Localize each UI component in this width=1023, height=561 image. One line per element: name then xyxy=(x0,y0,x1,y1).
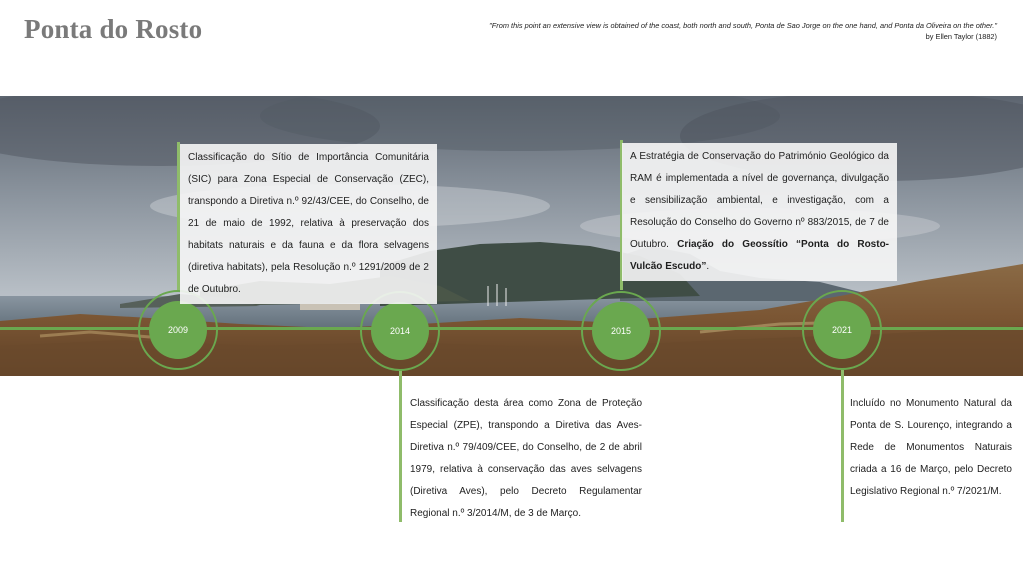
year-label: 2015 xyxy=(610,326,632,336)
year-label: 2021 xyxy=(831,325,853,335)
marker-dot xyxy=(371,302,429,360)
year-label: 2014 xyxy=(389,326,411,336)
event-text: Classificação do Sítio de Importância Comunitária (SIC) para Zona Especial de Conservação (ZEC), transpondo a Diretiva n.º 92/43/CEE, do Conselho, de 21 de maio de 1992, relativa à preservação dos habitats naturais e da fauna e da flora selvagens (diretiva habitats), pela Resolução n.º 1291/2009 de 2 de Outubro. xyxy=(188,152,429,295)
quote-text: "From this point an extensive view is obtained of the coast, both north and south, Ponta de Sao Jorge on the one hand, and Ponta da Oliveira on the other." xyxy=(489,21,997,30)
event-card-2015 xyxy=(622,143,897,281)
event-text: Classificação desta área como Zona de Proteção Especial (ZPE), transpondo a Diretiva das Aves- Diretiva n.º 79/409/CEE, do Conselho, de 2 de abril 1979, relativa à conservação das aves selvagens (Diretiva Aves), pelo Decreto Regulamentar Regional n.º 3/2014/M, de 3 de Março. xyxy=(410,398,642,519)
event-highlight: Criação do Geossítio “Ponta do Rosto- Vulcão Escudo” xyxy=(630,239,890,272)
event-card-2014 xyxy=(410,393,642,525)
event-card-2021 xyxy=(850,393,1012,503)
year-label: 2009 xyxy=(167,325,189,335)
event-text: Incluído no Monumento Natural da Ponta de S. Lourenço, integrando a Rede de Monumentos Naturais criada a 16 de Março, pelo Decreto Legislativo Regional n.º 7/2021/M. xyxy=(850,398,1012,497)
connector-2021 xyxy=(841,370,844,522)
marker-2021 xyxy=(802,290,882,370)
event-text-end: . xyxy=(706,261,710,272)
event-card-2009 xyxy=(180,144,437,304)
quote-author: by Ellen Taylor (1882) xyxy=(925,32,997,41)
page-title: Ponta do Rosto xyxy=(24,14,203,44)
marker-dot xyxy=(592,302,650,360)
marker-dot xyxy=(813,301,871,359)
quote xyxy=(477,20,997,42)
marker-2015 xyxy=(581,291,661,371)
event-text: A Estratégia de Conservação do Património Geológico da RAM é implementada a nível de governança, divulgação e sensibilização ambiental, e investigação, com a Resolução do Conselho do Governo nº 883/2015, de 7 de Outubro. xyxy=(630,151,889,250)
connector-2014 xyxy=(399,370,402,522)
marker-dot xyxy=(149,301,207,359)
